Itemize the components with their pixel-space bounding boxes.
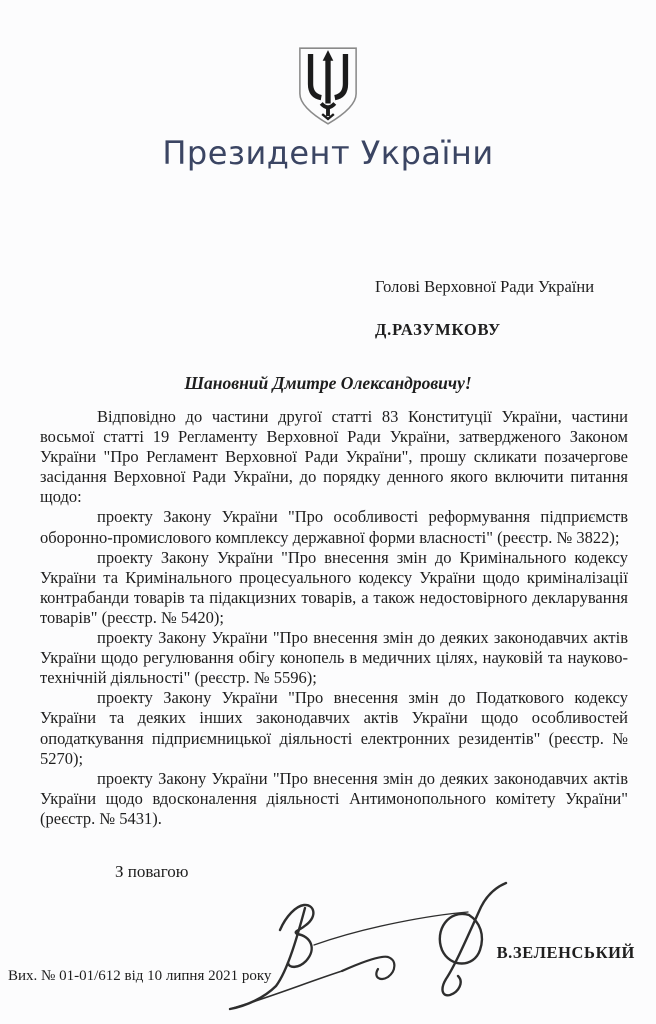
recipient-block bbox=[375, 277, 645, 340]
letter-body bbox=[40, 407, 628, 829]
body-paragraph: проекту Закону України "Про внесення змін до деяких законодавчих актів України щодо регулювання обігу конопель в медичних цілях, науковій та науково-технічній діяльності" (реєстр. № 5596); bbox=[40, 628, 628, 688]
recipient-name: Д.РАЗУМКОВУ bbox=[375, 320, 501, 339]
ukraine-tryzub-emblem-icon bbox=[296, 44, 360, 128]
body-paragraph: проекту Закону України "Про внесення змін до Податкового кодексу України та деяких інших законодавчих актів України щодо особливостей оподаткування підприємницької діяльності електронних резидентів" (реєстр. № 5270); bbox=[40, 688, 628, 768]
letterhead bbox=[0, 0, 656, 172]
outgoing-reference: Вих. № 01-01/612 від 10 липня 2021 року bbox=[8, 968, 272, 984]
handwritten-signature-icon bbox=[218, 878, 518, 1024]
body-paragraph: проекту Закону України "Про внесення змін до деяких законодавчих актів України щодо вдосконалення діяльності Антимонопольного комітету України" (реєстр. № 5431). bbox=[40, 768, 628, 828]
body-paragraph: проекту Закону України "Про особливості реформування підприємств оборонно-промислового комплексу державної форми власності" (реєстр. № 3822); bbox=[40, 507, 628, 547]
body-paragraph: проекту Закону України "Про внесення змін до Кримінального кодексу України та Кримінального процесуального кодексу України щодо криміналізації контрабанди товарів та підакцизних товарів, а також недостовірного декларування товарів" (реєстр. № 5420); bbox=[40, 547, 628, 627]
signer-name: В.ЗЕЛЕНСЬКИЙ bbox=[496, 943, 635, 962]
body-paragraph: Відповідно до частини другої статті 83 Конституції України, частини восьмої статті 19 Регламенту Верховної Ради України, затвердженого Законом України "Про Регламент Верховної Ради України", прошу скликати позачергове засідання Верховної Ради України, до порядку денного якого включити питання щодо: bbox=[40, 407, 628, 507]
recipient-role: Голові Верховної Ради України bbox=[375, 277, 595, 296]
salutation: Шановний Дмитре Олександровичу! bbox=[184, 373, 472, 393]
letterhead-title: Президент України bbox=[162, 134, 494, 172]
valediction: З повагою bbox=[115, 862, 189, 881]
